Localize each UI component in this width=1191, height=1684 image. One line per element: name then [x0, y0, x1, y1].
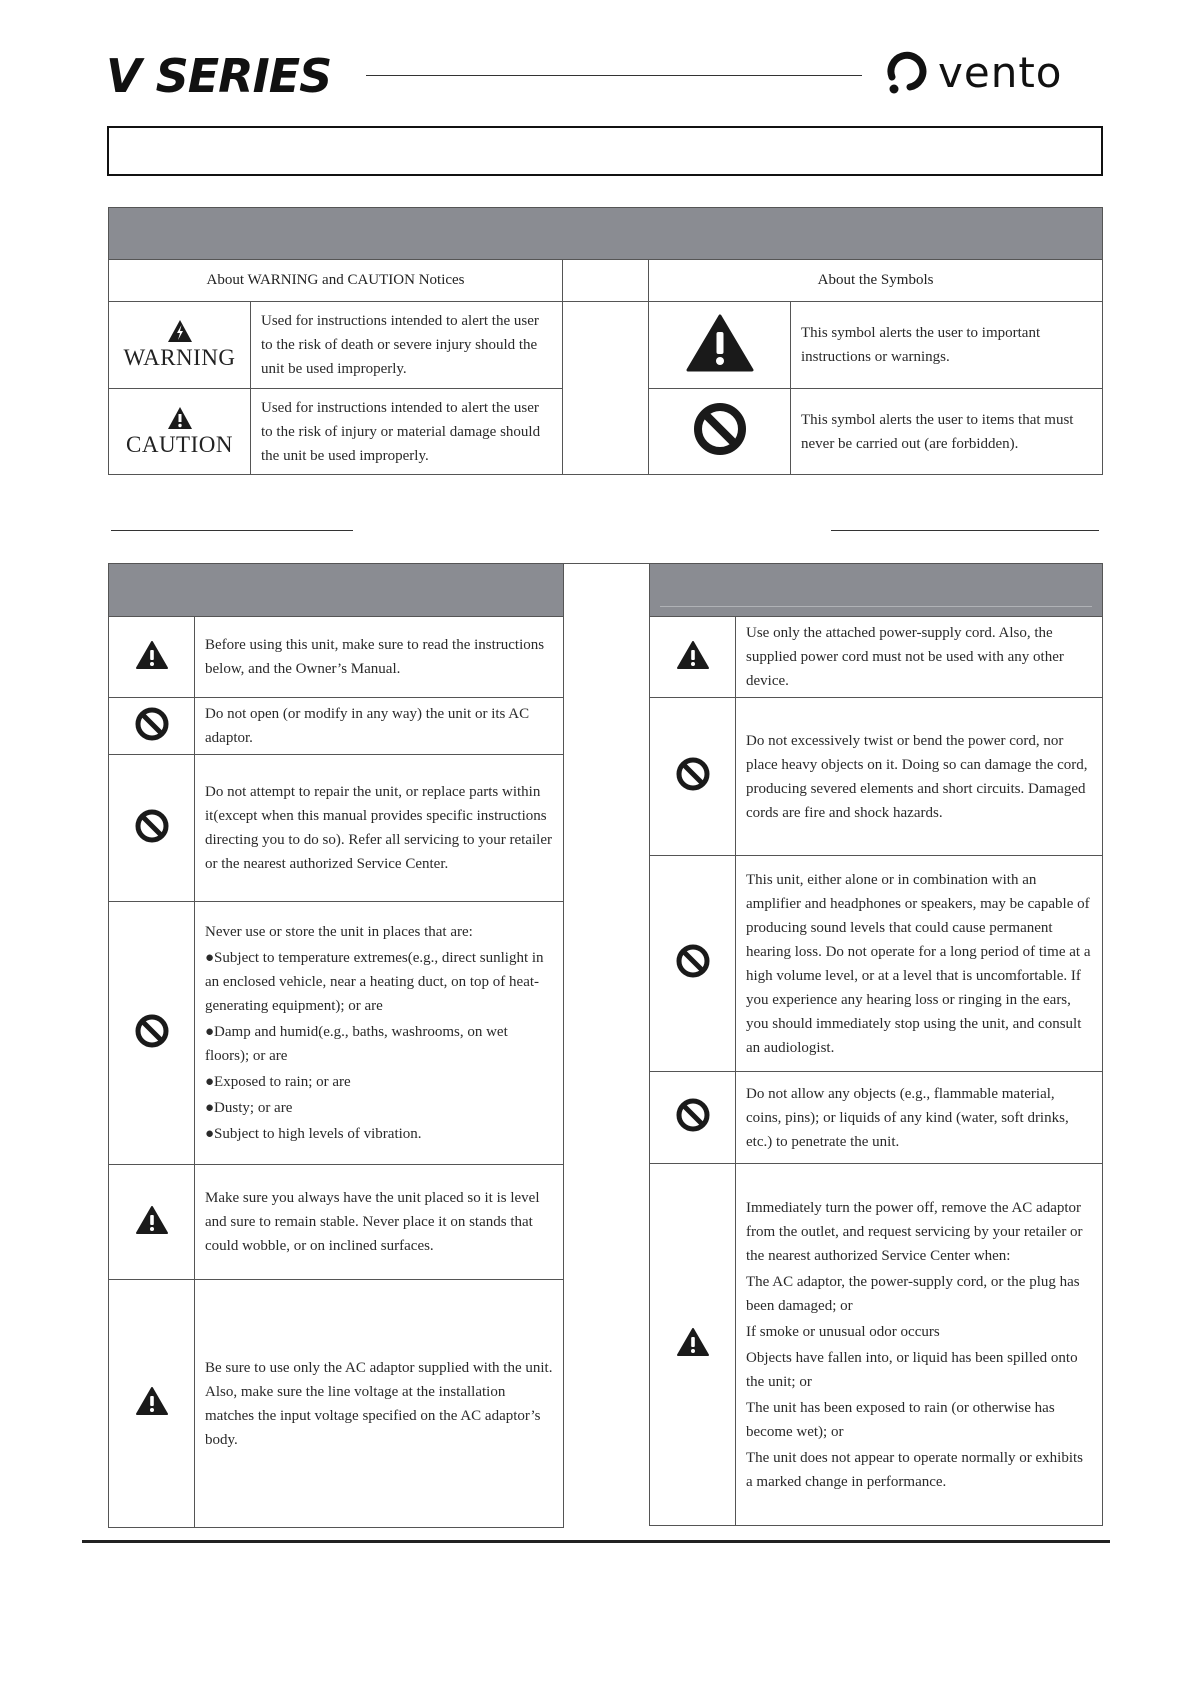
warning-triangle-icon: [676, 657, 710, 674]
safety-row: [109, 698, 564, 755]
row-text-cell: [195, 617, 564, 698]
row-icon-cell: [109, 617, 195, 698]
alert-symbol-description: This symbol alerts the user to important instructions or warnings.: [791, 302, 1103, 389]
row-text-line: Immediately turn the power off, remove the AC adaptor from the outlet, and request servicing by your retailer or the nearest authorized Service Center when:: [746, 1199, 1083, 1264]
left-safety-table: [108, 563, 564, 1528]
prohibited-icon: [675, 966, 711, 983]
forbidden-symbol-cell: [649, 389, 791, 475]
vento-logo-icon: [884, 49, 928, 95]
warning-triangle-icon: [135, 1222, 169, 1239]
warning-label: WARNING: [123, 345, 236, 370]
row-text-cell: [195, 1165, 564, 1280]
row-text-line: ●Dusty; or are: [205, 1100, 293, 1116]
warning-triangle-icon: [135, 1403, 169, 1420]
warning-caution-header: About WARNING and CAUTION Notices: [109, 260, 563, 302]
prohibited-icon: [134, 831, 170, 848]
right-safety-table: [649, 563, 1103, 1526]
warning-triangle-icon: [676, 1344, 710, 1361]
row-text-cell: [195, 1280, 564, 1528]
alert-triangle-icon: [686, 314, 754, 372]
prohibited-icon: [675, 779, 711, 796]
prohibited-icon: [134, 1036, 170, 1053]
safety-row: [650, 1072, 1103, 1164]
row-text-cell: [736, 698, 1103, 856]
alert-symbol-cell: [649, 302, 791, 389]
row-text-line: The unit has been exposed to rain (or otherwise has become wet); or: [746, 1399, 1055, 1440]
row-text-line: ●Damp and humid(e.g., baths, washrooms, on wet floors); or are: [205, 1024, 508, 1064]
vento-logo: [884, 48, 1062, 96]
row-icon-cell: [650, 1072, 736, 1164]
row-text-line: The unit does not appear to operate normally or exhibits a marked change in performance.: [746, 1449, 1083, 1490]
row-text-cell: [195, 902, 564, 1165]
safety-row: [650, 1164, 1103, 1526]
row-text-line: Never use or store the unit in places that are:: [205, 924, 473, 940]
row-text-line: Make sure you always have the unit placed so it is level and sure to remain stable. Never place it on stands that could wobble, or on inclined surfaces.: [205, 1190, 540, 1254]
row-icon-cell: [650, 1164, 736, 1526]
section-rule-left: [111, 530, 353, 531]
row-icon-cell: [109, 1165, 195, 1280]
row-icon-cell: [109, 1280, 195, 1528]
footer-rule: [82, 1540, 1110, 1543]
prohibited-icon: [675, 1120, 711, 1137]
row-text-line: If smoke or unusual odor occurs: [746, 1323, 940, 1340]
logo-text: vento: [938, 47, 1063, 97]
row-text-line: ●Subject to temperature extremes(e.g., direct sunlight in an enclosed vehicle, near a heating duct, on top of heat-generating equipment); or are: [205, 950, 544, 1014]
caution-description: Used for instructions intended to alert the user to the risk of injury or material damage should the unit be used improperly.: [251, 389, 563, 475]
brand-title: V SERIES: [106, 49, 332, 103]
warning-description: Used for instructions intended to alert the user to the risk of death or severe injury should the unit be used improperly.: [251, 302, 563, 389]
warning-triangle-icon: [135, 657, 169, 674]
row-icon-cell: [650, 698, 736, 856]
title-box: [107, 126, 1103, 176]
row-text-line: Objects have fallen into, or liquid has been spilled onto the unit; or: [746, 1349, 1078, 1390]
row-text-line: Do not allow any objects (e.g., flammable material, coins, pins); or liquids of any kind (water, soft drinks, etc.) to penetrate the unit.: [746, 1085, 1069, 1150]
safety-row: [109, 1165, 564, 1280]
row-text-line: Use only the attached power-supply cord. Also, the supplied power cord must not be used with any other device.: [746, 625, 1064, 689]
row-text-line: ●Subject to high levels of vibration.: [205, 1126, 422, 1142]
left-section-header-bar: [109, 564, 564, 617]
warning-label-cell: [109, 302, 251, 389]
row-icon-cell: [109, 902, 195, 1165]
safety-row: [109, 755, 564, 902]
right-section-header-bar: [650, 564, 1103, 617]
row-text-line: The AC adaptor, the power-supply cord, or the plug has been damaged; or: [746, 1273, 1080, 1314]
row-text-cell: [195, 755, 564, 902]
row-text-line: Be sure to use only the AC adaptor supplied with the unit. Also, make sure the line voltage at the installation matches the input voltage specified on the AC adaptor’s body.: [205, 1359, 553, 1448]
prohibited-icon: [134, 729, 170, 746]
row-icon-cell: [650, 617, 736, 698]
row-text-line: ●Exposed to rain; or are: [205, 1074, 351, 1090]
gap-cell: [563, 260, 649, 302]
row-icon-cell: [650, 856, 736, 1072]
symbols-header: About the Symbols: [649, 260, 1103, 302]
row-text-cell: [195, 698, 564, 755]
header-rule: [366, 75, 862, 76]
row-text-line: This unit, either alone or in combination with an amplifier and headphones or speakers, may be capable of producing sound levels that could cause permanent hearing loss. Do not operate for a long period of time at a high volume level, or at a level that is uncomfortable. If you experience any hearing loss or ringing in the ears, you should immediately stop using the unit, and consult an audiologist.: [746, 871, 1091, 1056]
prohibited-icon: [692, 401, 748, 457]
gap-cell: [563, 389, 649, 475]
caution-label-cell: [109, 389, 251, 475]
header-bar-line: [660, 606, 1092, 607]
row-text-line: Before using this unit, make sure to read the instructions below, and the Owner’s Manual.: [205, 637, 545, 677]
row-text-cell: [736, 856, 1103, 1072]
row-icon-cell: [109, 755, 195, 902]
row-icon-cell: [109, 698, 195, 755]
safety-row: [650, 617, 1103, 698]
warning-lightning-icon: [167, 319, 193, 343]
safety-row: [650, 698, 1103, 856]
gap-cell: [563, 302, 649, 389]
row-text-cell: [736, 617, 1103, 698]
row-text-line: Do not attempt to repair the unit, or replace parts within it(except when this manual provides specific instructions directing you to do so). Refer all servicing to your retailer or the nearest authorized Service Center.: [205, 784, 552, 872]
forbidden-symbol-description: This symbol alerts the user to items that must never be carried out (are forbidden).: [791, 389, 1103, 475]
safety-row: [109, 617, 564, 698]
safety-row: [109, 1280, 564, 1528]
section-rule-right: [831, 530, 1099, 531]
notice-table: [108, 207, 1103, 475]
gap-column: [563, 563, 649, 1525]
row-text-line: Do not open (or modify in any way) the unit or its AC adaptor.: [205, 706, 530, 746]
row-text-cell: [736, 1072, 1103, 1164]
caution-label: CAUTION: [126, 431, 233, 457]
caution-triangle-icon: [167, 406, 193, 430]
row-text-cell: [736, 1164, 1103, 1526]
safety-row: [109, 902, 564, 1165]
row-text-line: Do not excessively twist or bend the power cord, nor place heavy objects on it. Doing so can damage the cord, producing severed elements and short circuits. Damaged cords are fire and shock hazards.: [746, 732, 1088, 821]
safety-row: [650, 856, 1103, 1072]
notice-table-header-bar: [109, 208, 1103, 260]
